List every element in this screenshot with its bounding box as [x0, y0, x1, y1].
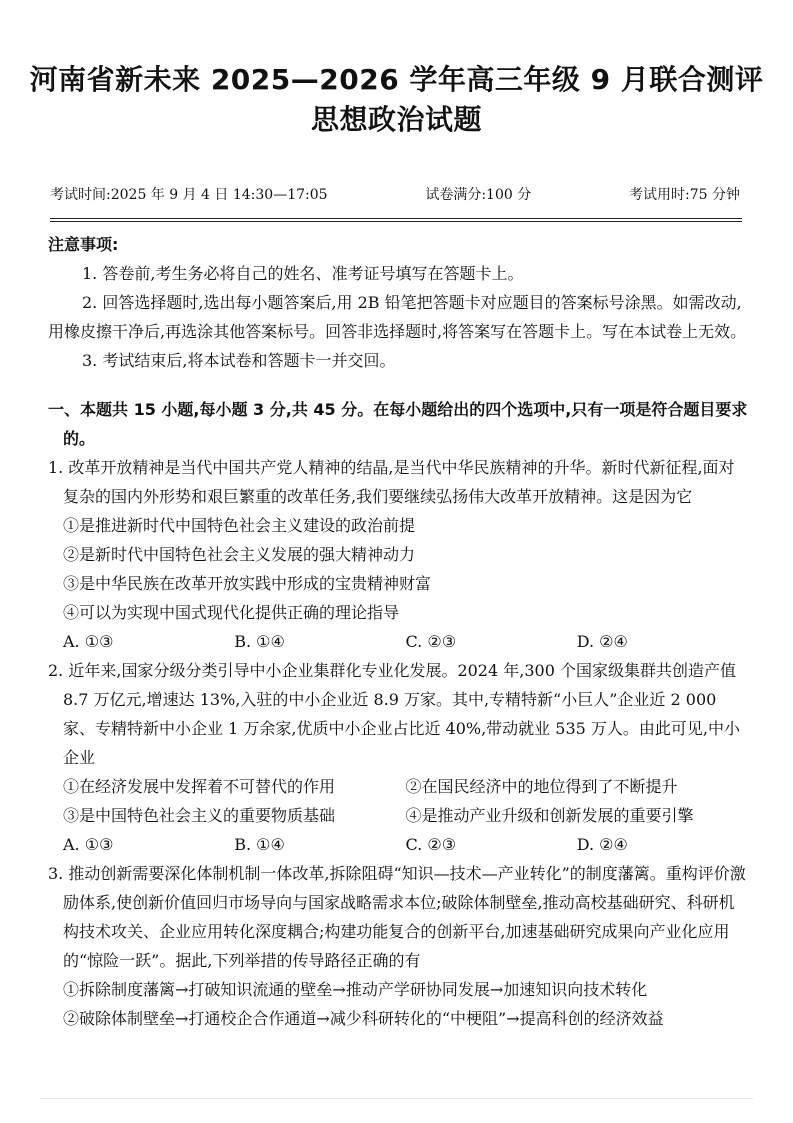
exam-title: 河南省新未来 2025—2026 学年高三年级 9 月联合测评 — [29, 63, 764, 96]
answer-choices — [48, 830, 748, 859]
exam-subject: 思想政治试题 — [310, 103, 482, 136]
choice-a: A. ①③ — [63, 632, 114, 651]
duration: 考试用时:75 分钟 — [629, 187, 740, 203]
statement-row — [48, 801, 748, 830]
choice-d: D. ②④ — [576, 835, 628, 854]
page-edge-line — [40, 1098, 753, 1099]
notes-heading: 注意事项: — [48, 235, 119, 254]
note-item: 3. 考试结束后,将本试卷和答题卡一并交回。 — [82, 351, 396, 370]
statement-row — [48, 772, 748, 801]
statement-item: ③是中国特色社会主义的重要物质基础 — [63, 806, 336, 825]
statement-item: ②破除体制壁垒→打通校企合作通道→减少科研转化的“中梗阻”→提高科创的经济效益 — [63, 1009, 664, 1028]
statement-item: ①拆除制度藩篱→打破知识流通的壁垒→推动产学研协同发展→加速知识向技术转化 — [63, 980, 648, 999]
statement-item: ④是推动产业升级和创新发展的重要引擎 — [405, 806, 694, 825]
choice-d: D. ②④ — [576, 632, 628, 651]
statement-item: ③是中华民族在改革开放实践中形成的宝贵精神财富 — [63, 574, 432, 593]
choice-c: C. ②③ — [405, 632, 457, 651]
full-score: 试卷满分:100 分 — [425, 187, 532, 203]
question-stem: 2. 近年来,国家分级分类引导中小企业集群化专业化发展。2024 年,300 个国家级集群共创造产值 8.7 万亿元,增速达 13%,入驻的中小企业近 8.9 万家。其中,专精特新“小巨人”企业近 2 000 家、专精特新中小企业 1 万余家,优质中小企业占比近 40%,带动就业 535 万人。由此可见,中小企业 — [48, 661, 740, 767]
note-item: 1. 答卷前,考生务必将自己的姓名、准考证号填写在答题卡上。 — [82, 264, 524, 283]
divider — [50, 221, 742, 222]
answer-choices — [48, 627, 748, 656]
choice-b: B. ①④ — [234, 632, 285, 651]
question-stem: 3. 推动创新需要深化体制机制一体改革,拆除阻碍“知识—技术—产业转化”的制度藩篱。重构评价激励体系,使创新价值回归市场导向与国家战略需求本位;破除体制壁垒,推动高校基础研究、科研机构技术攻关、企业应用转化深度耦合;构建功能复合的创新平台,加速基础研究成果向产业化应用的“惊险一跃”。据此,下列举措的传导路径正确的有 — [48, 864, 746, 970]
statement-item: ①是推进新时代中国特色社会主义建设的政治前提 — [63, 516, 416, 535]
statement-item: ④可以为实现中国式现代化提供正确的理论指导 — [63, 603, 400, 622]
exam-content — [48, 230, 748, 1033]
section-heading: 一、本题共 15 小题,每小题 3 分,共 45 分。在每小题给出的四个选项中,只有一项是符合题目要求的。 — [48, 400, 748, 448]
choice-a: A. ①③ — [63, 835, 114, 854]
question-stem: 1. 改革开放精神是当代中国共产党人精神的结晶,是当代中华民族精神的升华。新时代新征程,面对复杂的国内外形势和艰巨繁重的改革任务,我们要继续弘扬伟大改革开放精神。这是因为它 — [48, 458, 735, 506]
statement-item: ②在国民经济中的地位得到了不断提升 — [405, 777, 678, 796]
choice-b: B. ①④ — [234, 835, 285, 854]
exam-meta — [50, 184, 740, 204]
note-item: 2. 回答选择题时,选出每小题答案后,用 2B 铅笔把答题卡对应题目的答案标号涂黑。如需改动,用橡皮擦干净后,再选涂其他答案标号。回答非选择题时,将答案写在答题卡上。写在本试卷上无效。 — [48, 293, 747, 341]
exam-time: 考试时间:2025 年 9 月 4 日 14:30—17:05 — [50, 187, 328, 203]
choice-c: C. ②③ — [405, 835, 457, 854]
statement-item: ②是新时代中国特色社会主义发展的强大精神动力 — [63, 545, 416, 564]
divider — [50, 218, 742, 219]
statement-item: ①在经济发展中发挥着不可替代的作用 — [63, 777, 336, 796]
